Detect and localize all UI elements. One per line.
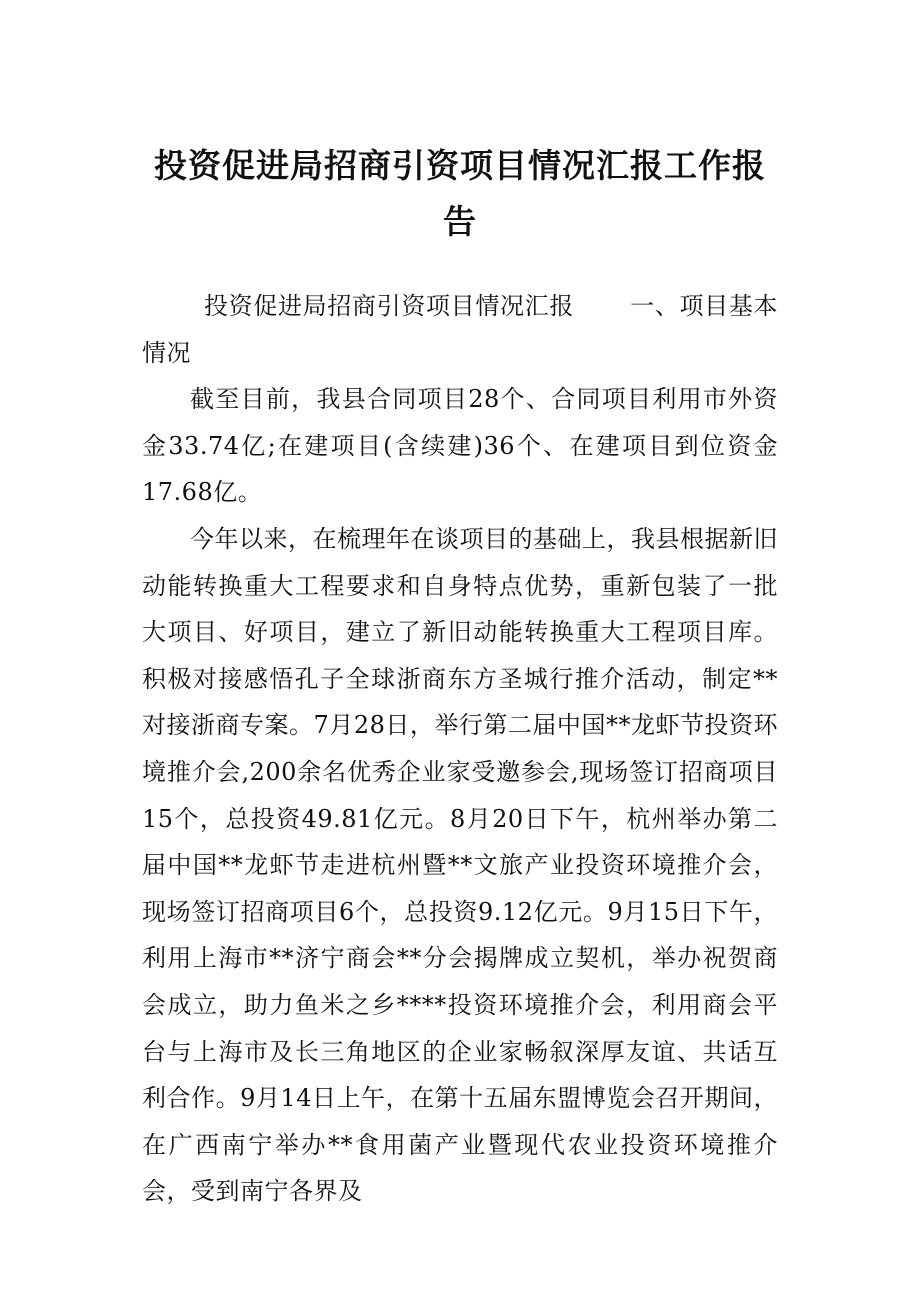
lead-paragraph (142, 283, 778, 376)
lead-report-name: 投资促进局招商引资项目情况汇报 (204, 292, 574, 320)
paragraph-activities: 今年以来，在梳理年在谈项目的基础上，我县根据新旧动能转换重大工程要求和自身特点优势，重新包装了一批大项目、好项目，建立了新旧动能转换重大工程项目库。积极对接感悟孔子全球浙商东方圣城行推介活动，制定**对接浙商专案。7月28日，举行第二届中国**龙虾节投资环境推介会,200余名优秀企业家受邀参会,现场签订招商项目15个，总投资49.81亿元。8月20日下午，杭州举办第二届中国**龙虾节走进杭州暨**文旅产业投资环境推介会，现场签订招商项目6个，总投资9.12亿元。9月15日下午，利用上海市**济宁商会**分会揭牌成立契机，举办祝贺商会成立，助力鱼米之乡****投资环境推介会，利用商会平台与上海市及长三角地区的企业家畅叙深厚友谊、共话互利合作。9月14日上午，在第十五届东盟博览会召开期间，在广西南宁举办**食用菌产业暨现代农业投资环境推介会，受到南宁各界及 (142, 524, 778, 1206)
section-heading: 一、项目基本情况 (142, 292, 778, 367)
document-title: 投资促进局招商引资项目情况汇报工作报告 (154, 146, 766, 241)
paragraph-summary: 截至目前，我县合同项目28个、合同项目利用市外资金33.74亿;在建项目(含续建)36个、在建项目到位资金17.68亿。 (142, 385, 778, 507)
document-body (142, 283, 778, 1215)
